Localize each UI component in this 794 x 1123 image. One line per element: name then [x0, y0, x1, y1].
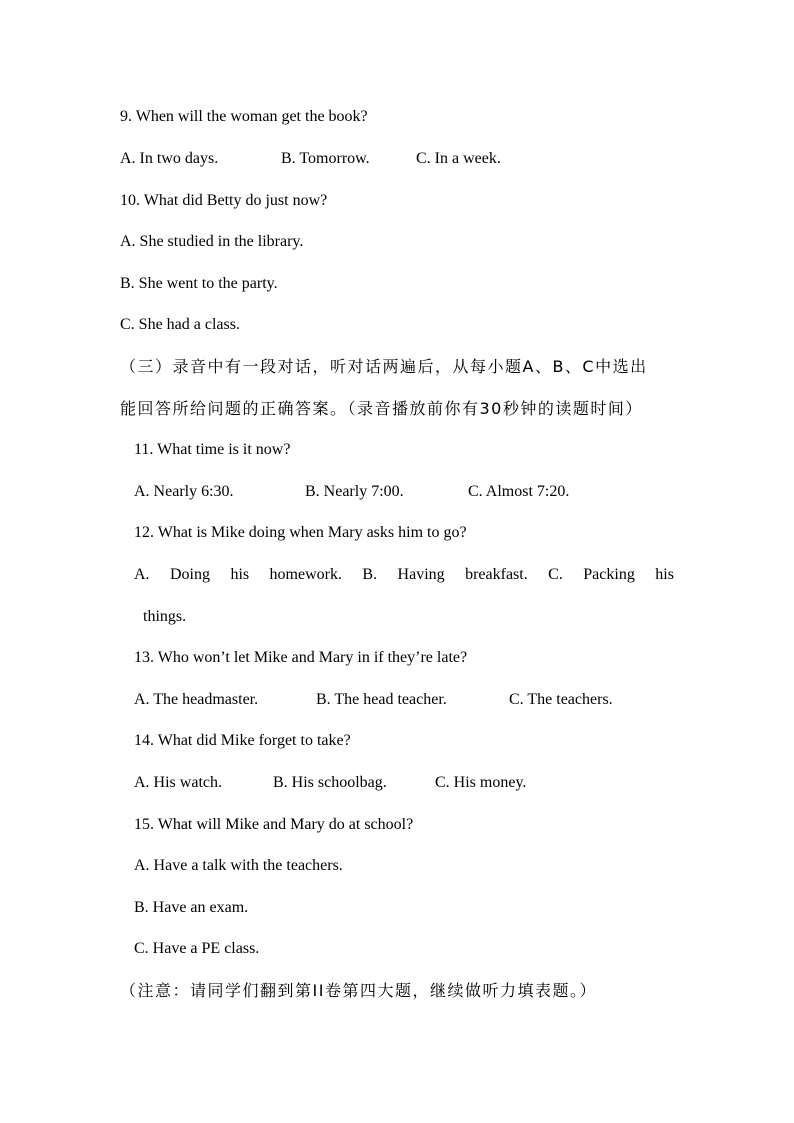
- q13-option-b: B. The head teacher.: [316, 691, 447, 708]
- q15-question: 15. What will Mike and Mary do at school?: [134, 816, 414, 833]
- q12-word: his: [655, 566, 674, 583]
- q12-word: breakfast.: [465, 566, 528, 583]
- q10-option-b: B. She went to the party.: [120, 275, 278, 292]
- q14-question: 14. What did Mike forget to take?: [134, 732, 351, 749]
- q13-option-a: A. The headmaster.: [134, 691, 259, 708]
- q13-option-c: C. The teachers.: [509, 691, 613, 708]
- q12-question: 12. What is Mike doing when Mary asks him to go?: [134, 524, 467, 541]
- q15-option-a: A. Have a talk with the teachers.: [134, 857, 343, 874]
- q9-question: 9. When will the woman get the book?: [120, 108, 368, 125]
- q12-word: homework.: [269, 566, 342, 583]
- q13-question: 13. Who won’t let Mike and Mary in if they’re late?: [134, 649, 468, 666]
- q11-question: 11. What time is it now?: [134, 441, 291, 458]
- q10-option-c: C. She had a class.: [120, 316, 240, 333]
- q12-option-c-continuation: things.: [143, 608, 187, 625]
- q14-option-a: A. His watch.: [134, 774, 222, 791]
- q14-option-c: C. His money.: [435, 774, 527, 791]
- section3-instruction-line2: 能回答所给问题的正确答案。（录音播放前你有30秒钟的读题时间）: [120, 399, 643, 418]
- note-instruction: （注意：请同学们翻到第II卷第四大题，继续做听力填表题。）: [120, 981, 597, 1000]
- q9-option-b: B. Tomorrow.: [281, 150, 370, 167]
- q11-option-b: B. Nearly 7:00.: [305, 483, 404, 500]
- q12-word: Doing: [170, 566, 210, 583]
- q12-word: Packing: [583, 566, 635, 583]
- q9-option-c: C. In a week.: [416, 150, 501, 167]
- q15-option-b: B. Have an exam.: [134, 899, 249, 916]
- q10-option-a: A. She studied in the library.: [120, 233, 304, 250]
- q11-option-c: C. Almost 7:20.: [468, 483, 570, 500]
- q10-question: 10. What did Betty do just now?: [120, 192, 328, 209]
- q12-word: Having: [397, 566, 445, 583]
- q12-word: his: [230, 566, 250, 583]
- q12-options-line: [134, 565, 674, 585]
- q9-option-a: A. In two days.: [120, 150, 219, 167]
- q12-word: B.: [362, 566, 378, 583]
- section3-instruction-line1: （三）录音中有一段对话，听对话两遍后，从每小题A、B、C中选出: [120, 357, 648, 376]
- q11-option-a: A. Nearly 6:30.: [134, 483, 234, 500]
- q12-word: C.: [548, 566, 563, 583]
- q14-option-b: B. His schoolbag.: [273, 774, 387, 791]
- q12-word: A.: [134, 566, 150, 583]
- q15-option-c: C. Have a PE class.: [134, 940, 260, 957]
